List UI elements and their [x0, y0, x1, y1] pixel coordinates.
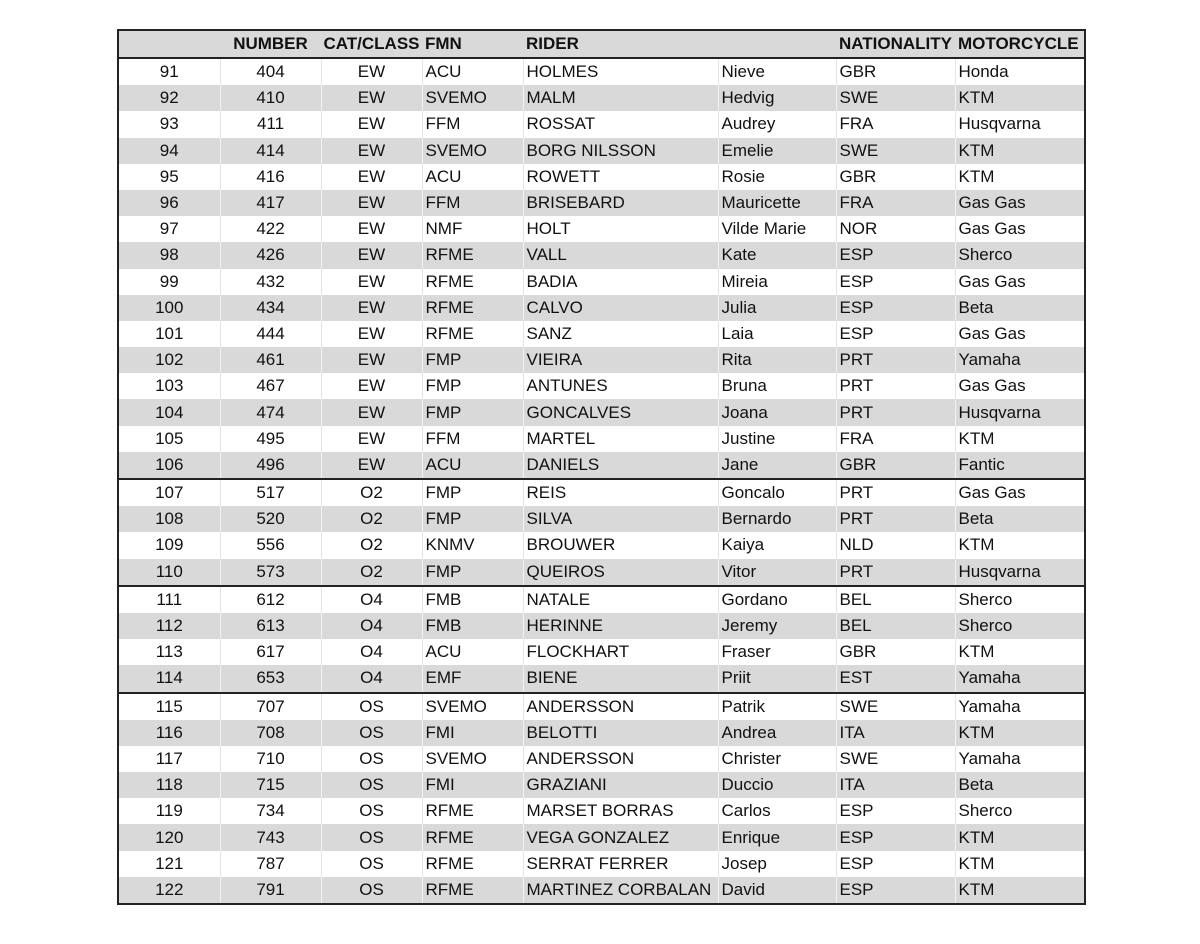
nationality-cell: ITA	[836, 772, 955, 798]
surname-cell: ANDERSSON	[523, 693, 718, 720]
position-cell: 96	[119, 190, 220, 216]
position-cell: 116	[119, 720, 220, 746]
category-cell: O2	[321, 506, 422, 532]
position-cell: 97	[119, 216, 220, 242]
nationality-cell: GBR	[836, 639, 955, 665]
motorcycle-cell: KTM	[955, 85, 1084, 111]
nationality-cell: SWE	[836, 746, 955, 772]
position-cell: 100	[119, 295, 220, 321]
surname-cell: DANIELS	[523, 452, 718, 479]
table-row	[119, 639, 1084, 665]
position-cell: 93	[119, 111, 220, 137]
column-header-fmn: FMN	[422, 31, 523, 58]
column-header-category: CAT/CLASS	[321, 31, 422, 58]
fmn-cell: FMB	[422, 613, 523, 639]
column-header-motorcycle: MOTORCYCLE	[955, 31, 1084, 58]
surname-cell: BORG NILSSON	[523, 138, 718, 164]
category-cell: O4	[321, 586, 422, 613]
table-row	[119, 720, 1084, 746]
table-row	[119, 746, 1084, 772]
surname-cell: MARTEL	[523, 426, 718, 452]
category-cell: EW	[321, 399, 422, 425]
nationality-cell: ITA	[836, 720, 955, 746]
position-cell: 113	[119, 639, 220, 665]
number-cell: 573	[220, 559, 321, 586]
number-cell: 417	[220, 190, 321, 216]
category-cell: EW	[321, 321, 422, 347]
position-cell: 103	[119, 373, 220, 399]
surname-cell: NATALE	[523, 586, 718, 613]
number-cell: 495	[220, 426, 321, 452]
surname-cell: CALVO	[523, 295, 718, 321]
fmn-cell: FMP	[422, 347, 523, 373]
column-header-nationality: NATIONALITY	[836, 31, 955, 58]
table-row	[119, 798, 1084, 824]
first-name-cell: Julia	[718, 295, 836, 321]
fmn-cell: RFME	[422, 851, 523, 877]
surname-cell: REIS	[523, 479, 718, 506]
nationality-cell: FRA	[836, 426, 955, 452]
first-name-cell: Bernardo	[718, 506, 836, 532]
position-cell: 115	[119, 693, 220, 720]
number-cell: 416	[220, 164, 321, 190]
category-cell: EW	[321, 111, 422, 137]
surname-cell: BELOTTI	[523, 720, 718, 746]
fmn-cell: NMF	[422, 216, 523, 242]
table-row	[119, 242, 1084, 268]
position-cell: 121	[119, 851, 220, 877]
surname-cell: BADIA	[523, 269, 718, 295]
nationality-cell: ESP	[836, 242, 955, 268]
position-cell: 120	[119, 824, 220, 850]
fmn-cell: ACU	[422, 164, 523, 190]
surname-cell: BRISEBARD	[523, 190, 718, 216]
motorcycle-cell: KTM	[958, 428, 995, 448]
number-cell: 434	[220, 295, 321, 321]
nationality-cell: PRT	[836, 506, 955, 532]
fmn-cell: SVEMO	[422, 746, 523, 772]
nationality-cell: EST	[836, 665, 955, 692]
motorcycle-cell: Gas Gas	[955, 190, 1084, 216]
category-cell: OS	[321, 824, 422, 850]
surname-cell: ROWETT	[523, 164, 718, 190]
position-cell: 95	[119, 164, 220, 190]
motorcycle-cell: KTM	[958, 853, 995, 873]
category-cell: OS	[321, 851, 422, 877]
first-name-cell: Andrea	[718, 720, 836, 746]
fmn-cell: FMP	[422, 373, 523, 399]
category-cell: OS	[321, 798, 422, 824]
number-cell: 517	[220, 479, 321, 506]
fmn-cell: RFME	[422, 824, 523, 850]
surname-cell: HOLT	[523, 216, 718, 242]
position-cell: 98	[119, 242, 220, 268]
table-row	[119, 506, 1084, 532]
number-cell: 734	[220, 798, 321, 824]
motorcycle-cell: Sherco	[955, 613, 1084, 639]
category-cell: O4	[321, 639, 422, 665]
category-cell: O2	[321, 559, 422, 586]
first-name-cell: Kaiya	[718, 532, 836, 558]
motorcycle-cell: KTM	[955, 877, 1084, 903]
nationality-cell: SWE	[836, 693, 955, 720]
position-cell: 94	[119, 138, 220, 164]
table-row	[119, 295, 1084, 321]
nationality-cell: GBR	[836, 58, 955, 85]
fmn-cell: KNMV	[422, 532, 523, 558]
number-cell: 556	[220, 532, 321, 558]
motorcycle-cell: Gas Gas	[955, 479, 1084, 506]
table-row	[119, 772, 1084, 798]
category-cell: EW	[321, 426, 422, 452]
table-row	[119, 559, 1084, 586]
position-cell: 108	[119, 506, 220, 532]
surname-cell: FLOCKHART	[523, 639, 718, 665]
position-cell: 109	[119, 532, 220, 558]
first-name-cell: Jane	[718, 452, 836, 479]
table-row	[119, 693, 1084, 720]
motorcycle-cell: KTM	[955, 720, 1084, 746]
surname-cell: HERINNE	[523, 613, 718, 639]
number-cell: 653	[220, 665, 321, 692]
motorcycle-cell: Gas Gas	[958, 271, 1026, 291]
nationality-cell: PRT	[836, 399, 955, 425]
number-cell: 467	[220, 373, 321, 399]
category-cell: EW	[321, 373, 422, 399]
surname-cell: VEGA GONZALEZ	[523, 824, 718, 850]
nationality-cell: BEL	[836, 586, 955, 613]
first-name-cell: Patrik	[718, 693, 836, 720]
table-row	[119, 824, 1084, 850]
number-cell: 411	[220, 111, 321, 137]
position-cell: 101	[119, 321, 220, 347]
number-cell: 708	[220, 720, 321, 746]
motorcycle-cell: Gas Gas	[958, 376, 1026, 396]
category-cell: EW	[321, 452, 422, 479]
first-name-cell: Duccio	[718, 772, 836, 798]
position-cell: 114	[119, 665, 220, 692]
number-cell: 715	[220, 772, 321, 798]
table-row	[119, 399, 1084, 425]
fmn-cell: SVEMO	[422, 85, 523, 111]
surname-cell: VIEIRA	[523, 347, 718, 373]
number-cell: 710	[220, 746, 321, 772]
motorcycle-cell: Gas Gas	[958, 219, 1026, 239]
first-name-cell: Carlos	[718, 798, 836, 824]
fmn-cell: RFME	[422, 321, 523, 347]
surname-cell: SANZ	[523, 321, 718, 347]
table-row	[119, 269, 1084, 295]
nationality-cell: FRA	[836, 111, 955, 137]
category-cell: EW	[321, 138, 422, 164]
surname-cell: GONCALVES	[523, 399, 718, 425]
motorcycle-cell: Honda	[958, 62, 1009, 82]
surname-cell: ANDERSSON	[523, 746, 718, 772]
nationality-cell: NLD	[836, 532, 955, 558]
number-cell: 461	[220, 347, 321, 373]
fmn-cell: FMP	[422, 399, 523, 425]
category-cell: EW	[321, 242, 422, 268]
first-name-cell: Vilde Marie	[718, 216, 836, 242]
motorcycle-cell: Gas Gas	[958, 323, 1026, 343]
fmn-cell: SVEMO	[422, 693, 523, 720]
number-cell: 520	[220, 506, 321, 532]
position-cell: 106	[119, 452, 220, 479]
nationality-cell: GBR	[836, 164, 955, 190]
first-name-cell: Bruna	[718, 373, 836, 399]
surname-cell: HOLMES	[523, 58, 718, 85]
table-row	[119, 138, 1084, 164]
position-cell: 117	[119, 746, 220, 772]
number-cell: 496	[220, 452, 321, 479]
header-row	[119, 31, 1084, 58]
category-cell: O2	[321, 532, 422, 558]
table-row	[119, 216, 1084, 242]
first-name-cell: Fraser	[718, 639, 836, 665]
category-cell: EW	[321, 269, 422, 295]
fmn-cell: ACU	[422, 452, 523, 479]
fmn-cell: RFME	[422, 295, 523, 321]
motorcycle-cell: Fantic	[955, 452, 1084, 479]
first-name-cell: Goncalo	[718, 479, 836, 506]
category-cell: EW	[321, 216, 422, 242]
motorcycle-cell: KTM	[958, 166, 995, 186]
fmn-cell: FFM	[422, 111, 523, 137]
nationality-cell: ESP	[836, 269, 955, 295]
table-row	[119, 164, 1084, 190]
nationality-cell: PRT	[836, 479, 955, 506]
motorcycle-cell: Sherco	[955, 586, 1084, 613]
number-cell: 426	[220, 242, 321, 268]
table-row	[119, 452, 1084, 479]
table-row	[119, 586, 1084, 613]
motorcycle-cell: Beta	[955, 506, 1084, 532]
motorcycle-cell: KTM	[958, 535, 995, 555]
surname-cell: VALL	[523, 242, 718, 268]
number-cell: 791	[220, 877, 321, 903]
motorcycle-cell: Beta	[955, 772, 1084, 798]
first-name-cell: Enrique	[718, 824, 836, 850]
table-row	[119, 851, 1084, 877]
category-cell: OS	[321, 746, 422, 772]
first-name-cell: Joana	[718, 399, 836, 425]
position-cell: 118	[119, 772, 220, 798]
motorcycle-cell: Yamaha	[955, 693, 1084, 720]
first-name-cell: Rita	[718, 347, 836, 373]
category-cell: O4	[321, 665, 422, 692]
nationality-cell: ESP	[836, 321, 955, 347]
category-cell: EW	[321, 347, 422, 373]
nationality-cell: ESP	[836, 851, 955, 877]
motorcycle-cell: KTM	[955, 138, 1084, 164]
number-cell: 613	[220, 613, 321, 639]
fmn-cell: FMP	[422, 479, 523, 506]
first-name-cell: Josep	[718, 851, 836, 877]
number-cell: 404	[220, 58, 321, 85]
nationality-cell: SWE	[836, 85, 955, 111]
first-name-cell: Audrey	[718, 111, 836, 137]
fmn-cell: FMI	[422, 720, 523, 746]
position-cell: 119	[119, 798, 220, 824]
first-name-cell: Kate	[718, 242, 836, 268]
nationality-cell: GBR	[836, 452, 955, 479]
surname-cell: BIENE	[523, 665, 718, 692]
table-row	[119, 58, 1084, 85]
entry-list-table	[117, 29, 1086, 905]
category-cell: EW	[321, 85, 422, 111]
surname-cell: QUEIROS	[523, 559, 718, 586]
fmn-cell: FMP	[422, 506, 523, 532]
nationality-cell: NOR	[836, 216, 955, 242]
surname-cell: GRAZIANI	[523, 772, 718, 798]
table-row	[119, 479, 1084, 506]
first-name-cell: David	[718, 877, 836, 903]
first-name-cell: Gordano	[718, 586, 836, 613]
motorcycle-cell: Beta	[955, 295, 1084, 321]
motorcycle-cell: KTM	[955, 824, 1084, 850]
fmn-cell: FFM	[422, 426, 523, 452]
fmn-cell: FMB	[422, 586, 523, 613]
motorcycle-cell: Sherco	[955, 242, 1084, 268]
position-cell: 102	[119, 347, 220, 373]
first-name-cell: Vitor	[718, 559, 836, 586]
surname-cell: SILVA	[523, 506, 718, 532]
number-cell: 414	[220, 138, 321, 164]
first-name-cell: Mauricette	[718, 190, 836, 216]
number-cell: 787	[220, 851, 321, 877]
table-row	[119, 190, 1084, 216]
number-cell: 707	[220, 693, 321, 720]
table-row	[119, 111, 1084, 137]
table-row	[119, 321, 1084, 347]
fmn-cell: FMI	[422, 772, 523, 798]
position-cell: 104	[119, 399, 220, 425]
column-header-number: NUMBER	[220, 31, 321, 58]
first-name-cell: Priit	[718, 665, 836, 692]
position-cell: 112	[119, 613, 220, 639]
nationality-cell: PRT	[836, 373, 955, 399]
first-name-cell: Christer	[718, 746, 836, 772]
position-cell: 122	[119, 877, 220, 903]
column-header-rider: RIDER	[523, 31, 718, 58]
nationality-cell: PRT	[836, 347, 955, 373]
nationality-cell: SWE	[836, 138, 955, 164]
surname-cell: MALM	[523, 85, 718, 111]
fmn-cell: EMF	[422, 665, 523, 692]
position-cell: 92	[119, 85, 220, 111]
surname-cell: MARTINEZ CORBALAN	[523, 877, 718, 903]
fmn-cell: ACU	[422, 58, 523, 85]
first-name-cell: Justine	[718, 426, 836, 452]
table-row	[119, 347, 1084, 373]
table-row	[119, 532, 1084, 558]
motorcycle-cell: Yamaha	[958, 748, 1021, 768]
nationality-cell: FRA	[836, 190, 955, 216]
fmn-cell: RFME	[422, 798, 523, 824]
nationality-cell: ESP	[836, 295, 955, 321]
category-cell: OS	[321, 693, 422, 720]
category-cell: OS	[321, 720, 422, 746]
category-cell: O2	[321, 479, 422, 506]
surname-cell: MARSET BORRAS	[523, 798, 718, 824]
category-cell: OS	[321, 772, 422, 798]
number-cell: 432	[220, 269, 321, 295]
table-row	[119, 426, 1084, 452]
motorcycle-cell: Husqvarna	[955, 399, 1084, 425]
number-cell: 444	[220, 321, 321, 347]
first-name-cell: Nieve	[718, 58, 836, 85]
first-name-cell: Mireia	[718, 269, 836, 295]
table-row	[119, 665, 1084, 692]
surname-cell: ROSSAT	[523, 111, 718, 137]
first-name-cell: Laia	[718, 321, 836, 347]
table-row	[119, 373, 1084, 399]
position-cell: 105	[119, 426, 220, 452]
number-cell: 422	[220, 216, 321, 242]
category-cell: EW	[321, 58, 422, 85]
category-cell: EW	[321, 295, 422, 321]
category-cell: O4	[321, 613, 422, 639]
first-name-cell: Hedvig	[718, 85, 836, 111]
fmn-cell: FFM	[422, 190, 523, 216]
motorcycle-cell: KTM	[958, 642, 995, 662]
motorcycle-cell: Yamaha	[955, 665, 1084, 692]
position-cell: 91	[119, 58, 220, 85]
motorcycle-cell: Husqvarna	[955, 559, 1084, 586]
nationality-cell: ESP	[836, 824, 955, 850]
motorcycle-cell: Yamaha	[955, 347, 1084, 373]
first-name-cell: Emelie	[718, 138, 836, 164]
nationality-cell: BEL	[836, 613, 955, 639]
number-cell: 410	[220, 85, 321, 111]
fmn-cell: FMP	[422, 559, 523, 586]
category-cell: EW	[321, 164, 422, 190]
position-cell: 110	[119, 559, 220, 586]
number-cell: 612	[220, 586, 321, 613]
position-cell: 111	[119, 586, 220, 613]
table-row	[119, 613, 1084, 639]
nationality-cell: PRT	[836, 559, 955, 586]
category-cell: EW	[321, 190, 422, 216]
column-header-position	[119, 31, 220, 58]
first-name-cell: Rosie	[718, 164, 836, 190]
first-name-cell: Jeremy	[718, 613, 836, 639]
fmn-cell: RFME	[422, 242, 523, 268]
fmn-cell: RFME	[422, 269, 523, 295]
fmn-cell: SVEMO	[422, 138, 523, 164]
motorcycle-cell: Husqvarna	[958, 114, 1041, 134]
fmn-cell: ACU	[422, 639, 523, 665]
motorcycle-cell: Sherco	[958, 801, 1013, 821]
number-cell: 617	[220, 639, 321, 665]
table-row	[119, 85, 1084, 111]
position-cell: 107	[119, 479, 220, 506]
nationality-cell: ESP	[836, 798, 955, 824]
surname-cell: BROUWER	[523, 532, 718, 558]
number-cell: 474	[220, 399, 321, 425]
column-header-first-name	[718, 31, 836, 58]
fmn-cell: RFME	[422, 877, 523, 903]
table-row	[119, 877, 1084, 903]
number-cell: 743	[220, 824, 321, 850]
surname-cell: ANTUNES	[523, 373, 718, 399]
nationality-cell: ESP	[836, 877, 955, 903]
surname-cell: SERRAT FERRER	[523, 851, 718, 877]
position-cell: 99	[119, 269, 220, 295]
category-cell: OS	[321, 877, 422, 903]
